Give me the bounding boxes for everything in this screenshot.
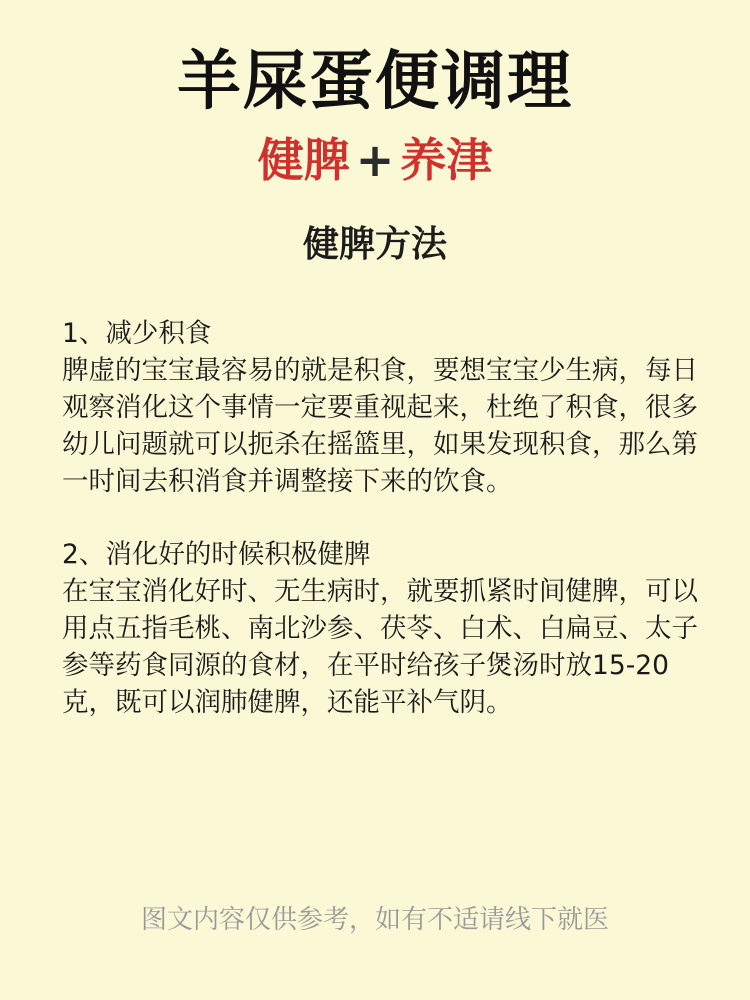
page-title: 羊屎蛋便调理 <box>177 45 573 119</box>
section-heading: 健脾方法 <box>302 224 447 265</box>
list-item <box>62 315 702 500</box>
item-heading: 1、减少积食 <box>62 318 212 349</box>
item-heading: 2、消化好的时候积极健脾 <box>62 539 371 570</box>
footer-disclaimer: 图文内容仅供参考，如有不适请线下就医 <box>140 905 609 935</box>
list-item <box>62 536 702 721</box>
subtitle-right: 养津 <box>400 133 493 187</box>
item-body: 在宝宝消化好时、无生病时，就要抓紧时间健脾，可以用点五指毛桃、南北沙参、茯苓、白术、白扁豆、太子参等药食同源的食材，在平时给孩子煲汤时放15-20克，既可以润肺健脾，还能平补气阴。 <box>62 576 698 718</box>
subtitle <box>0 130 750 190</box>
item-body: 脾虚的宝宝最容易的就是积食，要想宝宝少生病，每日观察消化这个事情一定要重视起来，杜绝了积食，很多幼儿问题就可以扼杀在摇篮里，如果发现积食，那么第一时间去积消食并调整接下来的饮食。 <box>62 355 698 497</box>
content-body <box>62 315 702 757</box>
plus-sign: + <box>355 133 395 187</box>
subtitle-left: 健脾 <box>257 133 350 187</box>
